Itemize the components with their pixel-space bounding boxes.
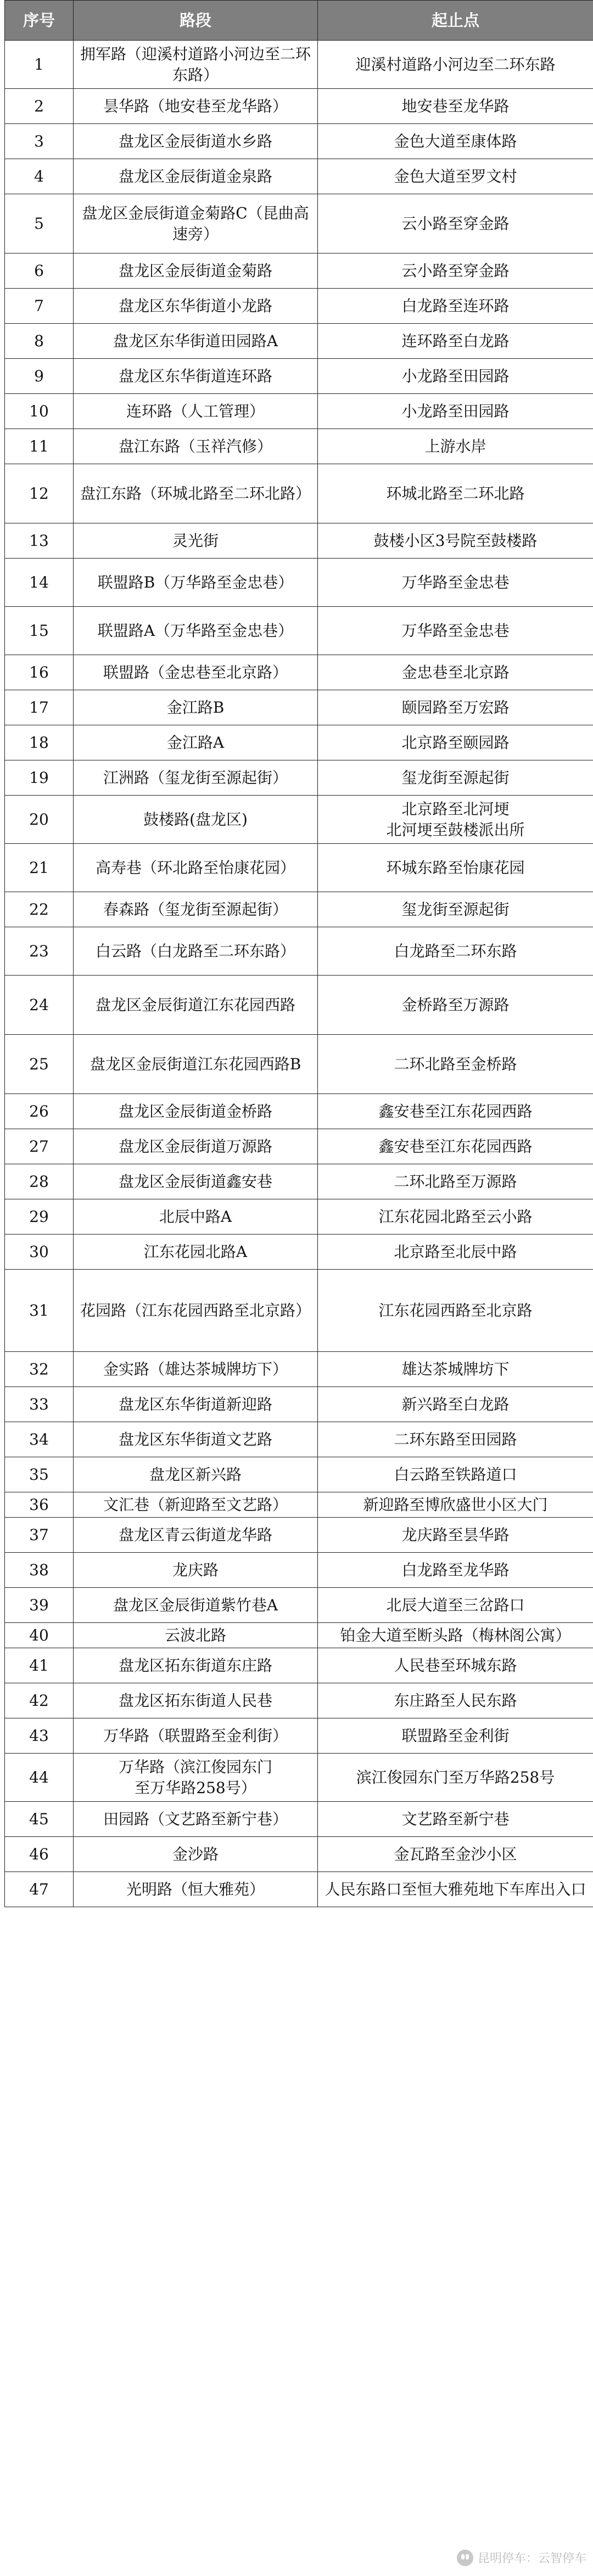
cell-road: 盘龙区东华街道小龙路 [74, 289, 318, 324]
cell-no: 7 [5, 289, 74, 324]
cell-range: 白龙路至连环路 [318, 289, 593, 324]
cell-road: 北辰中路A [74, 1199, 318, 1235]
cell-range: 金忠巷至北京路 [318, 655, 593, 690]
cell-no: 34 [5, 1422, 74, 1457]
cell-no: 20 [5, 796, 74, 844]
cell-road: 文汇巷（新迎路至文艺路） [74, 1492, 318, 1518]
cell-range: 连环路至白龙路 [318, 324, 593, 359]
cell-no: 45 [5, 1802, 74, 1837]
cell-road: 盘龙区金辰街道江东花园西路B [74, 1035, 318, 1094]
table-row [5, 1270, 593, 1352]
wechat-icon [457, 2550, 473, 2566]
cell-range: 环城东路至怡康花园 [318, 844, 593, 892]
cell-road: 昙华路（地安巷至龙华路） [74, 89, 318, 124]
cell-road: 江洲路（玺龙街至源起街） [74, 760, 318, 796]
table-row [5, 1802, 593, 1837]
cell-range: 北京路至北河埂 北河埂至鼓楼派出所 [318, 796, 593, 844]
table-row [5, 523, 593, 559]
cell-no: 11 [5, 429, 74, 464]
table-row [5, 289, 593, 324]
cell-road: 盘龙区金辰街道金菊路 [74, 253, 318, 289]
cell-road: 盘龙区新兴路 [74, 1457, 318, 1492]
cell-road: 联盟路B（万华路至金忠巷） [74, 559, 318, 607]
cell-road: 联盟路（金忠巷至北京路） [74, 655, 318, 690]
cell-range: 鑫安巷至江东花园西路 [318, 1129, 593, 1164]
cell-road: 盘龙区金辰街道金桥路 [74, 1094, 318, 1129]
cell-range: 鑫安巷至江东花园西路 [318, 1094, 593, 1129]
cell-road: 盘龙区东华街道文艺路 [74, 1422, 318, 1457]
cell-range: 二环北路至万源路 [318, 1164, 593, 1199]
cell-road: 盘龙区东华街道新迎路 [74, 1387, 318, 1422]
cell-no: 27 [5, 1129, 74, 1164]
cell-no: 5 [5, 194, 74, 253]
cell-no: 3 [5, 124, 74, 159]
cell-road: 万华路（滨江俊园东门 至万华路258号） [74, 1754, 318, 1802]
cell-range: 北京路至颐园路 [318, 725, 593, 760]
header-road: 路段 [74, 1, 318, 41]
cell-road: 春森路（玺龙街至源起街） [74, 892, 318, 927]
cell-road: 盘龙区青云街道龙华路 [74, 1518, 318, 1553]
cell-road: 盘江东路（玉祥汽修） [74, 429, 318, 464]
table-row [5, 844, 593, 892]
cell-road: 盘龙区金辰街道鑫安巷 [74, 1164, 318, 1199]
table-row [5, 1492, 593, 1518]
table-row [5, 89, 593, 124]
table-row [5, 1588, 593, 1623]
watermark-text: 昆明停车：云智停车 [477, 2552, 586, 2566]
cell-no: 15 [5, 607, 74, 655]
cell-no: 42 [5, 1683, 74, 1718]
table-row [5, 796, 593, 844]
cell-no: 4 [5, 159, 74, 194]
table-header-row [5, 1, 593, 41]
cell-range: 北京路至北辰中路 [318, 1235, 593, 1270]
cell-no: 29 [5, 1199, 74, 1235]
table-row [5, 1518, 593, 1553]
table-row [5, 1387, 593, 1422]
table-row [5, 1422, 593, 1457]
cell-no: 12 [5, 464, 74, 523]
table-row [5, 359, 593, 394]
table-row [5, 655, 593, 690]
table-row [5, 1035, 593, 1094]
table-row [5, 1553, 593, 1588]
cell-no: 18 [5, 725, 74, 760]
cell-road: 盘龙区金辰街道水乡路 [74, 124, 318, 159]
table-row [5, 725, 593, 760]
header-range: 起止点 [318, 1, 593, 41]
table-row [5, 559, 593, 607]
cell-range: 小龙路至田园路 [318, 394, 593, 429]
cell-road: 鼓楼路(盘龙区) [74, 796, 318, 844]
cell-range: 环城北路至二环北路 [318, 464, 593, 523]
cell-range: 二环东路至田园路 [318, 1422, 593, 1457]
cell-no: 19 [5, 760, 74, 796]
cell-no: 28 [5, 1164, 74, 1199]
cell-road: 盘龙区金辰街道金菊路C（昆曲高速旁） [74, 194, 318, 253]
watermark [457, 2549, 586, 2566]
table-row [5, 1235, 593, 1270]
cell-road: 金实路（雄达茶城牌坊下） [74, 1352, 318, 1387]
table-row [5, 124, 593, 159]
cell-no: 40 [5, 1623, 74, 1648]
cell-range: 万华路至金忠巷 [318, 559, 593, 607]
cell-range: 东庄路至人民东路 [318, 1683, 593, 1718]
table-row [5, 607, 593, 655]
cell-road: 云波北路 [74, 1623, 318, 1648]
table-row [5, 194, 593, 253]
road-table [4, 0, 593, 1907]
cell-range: 铂金大道至断头路（梅林阁公寓） [318, 1623, 593, 1648]
cell-no: 16 [5, 655, 74, 690]
cell-no: 47 [5, 1872, 74, 1907]
cell-range: 联盟路至金利街 [318, 1718, 593, 1754]
cell-road: 金江路A [74, 725, 318, 760]
table-row [5, 1457, 593, 1492]
cell-road: 盘龙区拓东街道人民巷 [74, 1683, 318, 1718]
cell-no: 33 [5, 1387, 74, 1422]
cell-no: 30 [5, 1235, 74, 1270]
cell-range: 颐园路至万宏路 [318, 690, 593, 725]
table-row [5, 760, 593, 796]
table-row [5, 1199, 593, 1235]
cell-range: 北辰大道至三岔路口 [318, 1588, 593, 1623]
cell-no: 31 [5, 1270, 74, 1352]
cell-range: 二环北路至金桥路 [318, 1035, 593, 1094]
cell-no: 38 [5, 1553, 74, 1588]
cell-range: 鼓楼小区3号院至鼓楼路 [318, 523, 593, 559]
cell-no: 9 [5, 359, 74, 394]
table-row [5, 1754, 593, 1802]
table-row [5, 1129, 593, 1164]
cell-range: 人民东路口至恒大雅苑地下车库出入口 [318, 1872, 593, 1907]
cell-road: 白云路（白龙路至二环东路） [74, 927, 318, 976]
cell-range: 万华路至金忠巷 [318, 607, 593, 655]
cell-no: 22 [5, 892, 74, 927]
cell-range: 云小路至穿金路 [318, 194, 593, 253]
cell-road: 高寿巷（环北路至怡康花园） [74, 844, 318, 892]
header-no: 序号 [5, 1, 74, 41]
cell-road: 联盟路A（万华路至金忠巷） [74, 607, 318, 655]
cell-range: 白云路至铁路道口 [318, 1457, 593, 1492]
cell-range: 玺龙街至源起街 [318, 760, 593, 796]
cell-range: 上游水岸 [318, 429, 593, 464]
cell-range: 人民巷至环城东路 [318, 1648, 593, 1683]
cell-no: 25 [5, 1035, 74, 1094]
table-row [5, 976, 593, 1035]
cell-road: 盘龙区金辰街道紫竹巷A [74, 1588, 318, 1623]
cell-range: 迎溪村道路小河边至二环东路 [318, 41, 593, 89]
cell-road: 花园路（江东花园西路至北京路） [74, 1270, 318, 1352]
cell-no: 46 [5, 1837, 74, 1872]
cell-range: 地安巷至龙华路 [318, 89, 593, 124]
cell-road: 盘龙区拓东街道东庄路 [74, 1648, 318, 1683]
cell-range: 玺龙街至源起街 [318, 892, 593, 927]
cell-road: 盘江东路（环城北路至二环北路） [74, 464, 318, 523]
cell-no: 24 [5, 976, 74, 1035]
cell-range: 文艺路至新宁巷 [318, 1802, 593, 1837]
cell-range: 龙庆路至昙华路 [318, 1518, 593, 1553]
table-row [5, 41, 593, 89]
table-row [5, 1648, 593, 1683]
cell-road: 金江路B [74, 690, 318, 725]
cell-no: 14 [5, 559, 74, 607]
table-row [5, 1094, 593, 1129]
cell-road: 江东花园北路A [74, 1235, 318, 1270]
cell-range: 金瓦路至金沙小区 [318, 1837, 593, 1872]
cell-road: 盘龙区东华街道田园路A [74, 324, 318, 359]
table-row [5, 892, 593, 927]
cell-range: 江东花园北路至云小路 [318, 1199, 593, 1235]
cell-road: 盘龙区金辰街道江东花园西路 [74, 976, 318, 1035]
cell-no: 36 [5, 1492, 74, 1518]
cell-no: 39 [5, 1588, 74, 1623]
cell-no: 13 [5, 523, 74, 559]
cell-road: 龙庆路 [74, 1553, 318, 1588]
cell-range: 滨江俊园东门至万华路258号 [318, 1754, 593, 1802]
table-row [5, 253, 593, 289]
cell-road: 光明路（恒大雅苑） [74, 1872, 318, 1907]
cell-no: 1 [5, 41, 74, 89]
cell-range: 白龙路至龙华路 [318, 1553, 593, 1588]
table-row [5, 429, 593, 464]
cell-no: 8 [5, 324, 74, 359]
table-row [5, 1352, 593, 1387]
cell-road: 灵光街 [74, 523, 318, 559]
cell-range: 江东花园西路至北京路 [318, 1270, 593, 1352]
cell-no: 2 [5, 89, 74, 124]
cell-range: 云小路至穿金路 [318, 253, 593, 289]
table-row [5, 1837, 593, 1872]
table-row [5, 927, 593, 976]
table-row [5, 1623, 593, 1648]
table-row [5, 1872, 593, 1907]
cell-range: 金色大道至康体路 [318, 124, 593, 159]
table-row [5, 464, 593, 523]
cell-road: 盘龙区金辰街道金泉路 [74, 159, 318, 194]
table-row [5, 1683, 593, 1718]
cell-no: 43 [5, 1718, 74, 1754]
cell-road: 田园路（文艺路至新宁巷） [74, 1802, 318, 1837]
table-row [5, 1718, 593, 1754]
table-row [5, 324, 593, 359]
cell-no: 32 [5, 1352, 74, 1387]
table-row [5, 394, 593, 429]
cell-road: 拥军路（迎溪村道路小河边至二环东路） [74, 41, 318, 89]
cell-no: 23 [5, 927, 74, 976]
cell-no: 10 [5, 394, 74, 429]
cell-no: 37 [5, 1518, 74, 1553]
table-row [5, 1164, 593, 1199]
cell-range: 白龙路至二环东路 [318, 927, 593, 976]
cell-range: 新迎路至博欣盛世小区大门 [318, 1492, 593, 1518]
cell-no: 35 [5, 1457, 74, 1492]
cell-road: 盘龙区金辰街道万源路 [74, 1129, 318, 1164]
cell-range: 金色大道至罗文村 [318, 159, 593, 194]
cell-range: 小龙路至田园路 [318, 359, 593, 394]
cell-no: 26 [5, 1094, 74, 1129]
cell-range: 金桥路至万源路 [318, 976, 593, 1035]
cell-no: 17 [5, 690, 74, 725]
table-row [5, 159, 593, 194]
cell-no: 41 [5, 1648, 74, 1683]
cell-range: 新兴路至白龙路 [318, 1387, 593, 1422]
table-body [5, 41, 593, 1907]
cell-road: 盘龙区东华街道连环路 [74, 359, 318, 394]
cell-road: 连环路（人工管理） [74, 394, 318, 429]
cell-range: 雄达茶城牌坊下 [318, 1352, 593, 1387]
cell-no: 21 [5, 844, 74, 892]
cell-road: 金沙路 [74, 1837, 318, 1872]
cell-no: 44 [5, 1754, 74, 1802]
cell-no: 6 [5, 253, 74, 289]
cell-road: 万华路（联盟路至金利街） [74, 1718, 318, 1754]
table-row [5, 690, 593, 725]
